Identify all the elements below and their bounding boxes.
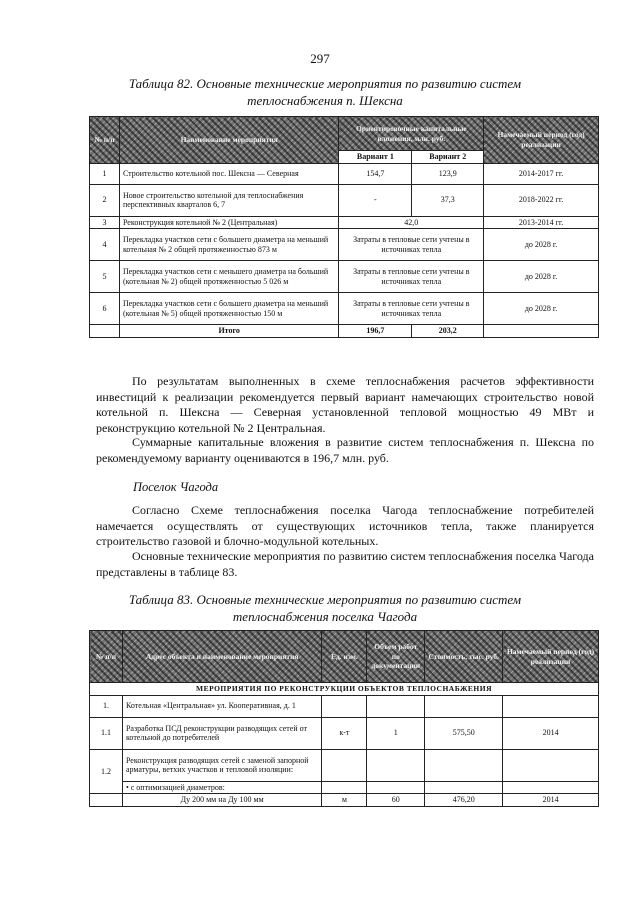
- row-period: до 2028 г.: [484, 261, 599, 293]
- header-num: № п/п: [90, 631, 123, 683]
- row-unit: к-т: [322, 717, 367, 749]
- row-period: [503, 749, 599, 781]
- total-period: [484, 325, 599, 338]
- row-num: 6: [90, 293, 120, 325]
- table-row: [90, 293, 599, 325]
- table-row: [90, 261, 599, 293]
- row-name: Перекладка участков сети с меньшего диаметра на больший (котельная № 2) общей протяженностью 5 026 м: [119, 261, 338, 293]
- row-num: 1.2: [90, 749, 123, 794]
- header-unit: Ед. изм.: [322, 631, 367, 683]
- row-unit: м: [322, 794, 367, 807]
- row-volume: [367, 781, 425, 794]
- table-row: [90, 229, 599, 261]
- header-name: Наименование мероприятия: [119, 117, 338, 164]
- paragraph-investment: Суммарные капитальные вложения в развитие систем теплоснабжения п. Шексна по рекомендуемому варианту оцениваются в 196,7 млн. руб.: [96, 435, 594, 465]
- table-82-caption-line1: Таблица 82. Основные технические мероприятия по развитию систем: [128, 76, 522, 91]
- row-period: до 2028 г.: [484, 229, 599, 261]
- row-v2: 123,9: [412, 163, 484, 184]
- header-name: Адрес объекта и наименование мероприятия: [122, 631, 321, 683]
- total-row: [90, 325, 599, 338]
- row-period: 2014-2017 гг.: [484, 163, 599, 184]
- table-83-caption-line2: теплоснабжения поселка Чагода: [232, 609, 418, 624]
- paragraph-chagoda-table: Основные технические мероприятия по развитию систем теплоснабжения поселка Чагода представлены в таблице 83.: [96, 549, 594, 579]
- table-row: [90, 216, 599, 229]
- row-num: 5: [90, 261, 120, 293]
- row-num: 1.1: [90, 717, 123, 749]
- row-cost: [425, 781, 503, 794]
- row-period: 2014: [503, 794, 599, 807]
- row-period: 2018-2022 гг.: [484, 184, 599, 216]
- row-period: 2014: [503, 717, 599, 749]
- row-v2: 37,3: [412, 184, 484, 216]
- row-name: Перекладка участков сети с большего диаметра на меньший котельная № 2 общей протяженностью 873 м: [119, 229, 338, 261]
- table-82: [89, 116, 599, 338]
- row-v1: 154,7: [339, 163, 412, 184]
- header-variant-1: Вариант 1: [339, 151, 412, 164]
- row-unit: [322, 695, 367, 717]
- table-row: [90, 184, 599, 216]
- table-row: [90, 781, 599, 794]
- total-label: Итого: [119, 325, 338, 338]
- row-merged-cost: Затраты в тепловые сети учтены в источниках тепла: [339, 229, 484, 261]
- table-row: [90, 695, 599, 717]
- row-name: Ду 200 мм на Ду 100 мм: [122, 794, 321, 807]
- row-volume: 60: [367, 794, 425, 807]
- row-num: 1.: [90, 695, 123, 717]
- header-variant-2: Вариант 2: [412, 151, 484, 164]
- row-num: 2: [90, 184, 120, 216]
- table-82-caption-line2: теплоснабжения п. Шексна: [247, 93, 403, 108]
- table-83-caption: [90, 591, 560, 625]
- row-period: до 2028 г.: [484, 293, 599, 325]
- row-name: Реконструкция разводящих сетей с заменой запорной арматуры, ветхих участков и тепловой изоляции:: [122, 749, 321, 781]
- header-num: № п/п: [90, 117, 120, 164]
- row-unit: [322, 781, 367, 794]
- page-number: 297: [310, 51, 330, 66]
- table-row: [90, 163, 599, 184]
- row-name: Реконструкция котельной № 2 (Центральная): [119, 216, 338, 229]
- row-period: [503, 695, 599, 717]
- row-num: 3: [90, 216, 120, 229]
- row-merged-cost: Затраты в тепловые сети учтены в источниках тепла: [339, 293, 484, 325]
- row-num: [90, 794, 123, 807]
- row-cost: 575,50: [425, 717, 503, 749]
- header-period: Намечаемый период (год) реализации: [484, 117, 599, 164]
- table-83: [89, 630, 599, 807]
- table-82-caption: [90, 75, 560, 109]
- paragraph-efficiency: По результатам выполненных в схеме теплоснабжения расчетов эффективности инвестиций к реализации рекомендуется первый вариант намечающих строительство новой котельной п. Шексна — Северная установленной тепловой мощностью 49 МВт и реконструкцию котельной № 2 Центральная.: [96, 374, 594, 435]
- header-period: Намечаемый период (год) реализации: [503, 631, 599, 683]
- header-cost: Ориентировочные капитальные вложения, млн. руб.: [339, 117, 484, 151]
- table-row: [90, 749, 599, 781]
- row-name: Строительство котельной пос. Шексна — Северная: [119, 163, 338, 184]
- row-merged-cost: Затраты в тепловые сети учтены в источниках тепла: [339, 261, 484, 293]
- row-volume: [367, 749, 425, 781]
- paragraph-chagoda-scheme: Согласно Схеме теплоснабжения поселка Чагода теплоснабжение потребителей намечается осуществлять от существующих источников тепла, также планируется строительство газовой и блочно-модульной котельных.: [96, 503, 594, 548]
- table-83-caption-line1: Таблица 83. Основные технические мероприятия по развитию систем: [128, 592, 522, 607]
- row-name: Перекладка участков сети с большего диаметра на меньший (котельная № 5) общей протяженностью 150 м: [119, 293, 338, 325]
- row-unit: [322, 749, 367, 781]
- table-row: [90, 794, 599, 807]
- section-heading: Поселок Чагода: [133, 480, 219, 494]
- row-name: Котельная «Центральная» ул. Кооперативная, д. 1: [122, 695, 321, 717]
- total-v1: 196,7: [339, 325, 412, 338]
- section-title: МЕРОПРИЯТИЯ ПО РЕКОНСТРУКЦИИ ОБЪЕКТОВ ТЕПЛОСНАБЖЕНИЯ: [90, 683, 599, 696]
- row-num: 1: [90, 163, 120, 184]
- row-period: 2013-2014 гг.: [484, 216, 599, 229]
- header-volume: Объем работ по документации: [367, 631, 425, 683]
- row-merged-cost: 42,0: [339, 216, 484, 229]
- row-period: [503, 781, 599, 794]
- total-v2: 203,2: [412, 325, 484, 338]
- row-volume: [367, 695, 425, 717]
- row-v1: -: [339, 184, 412, 216]
- row-cost: [425, 749, 503, 781]
- row-name: Новое строительство котельной для теплоснабжения перспективных кварталов 6, 7: [119, 184, 338, 216]
- row-cost: [425, 695, 503, 717]
- row-cost: 476,20: [425, 794, 503, 807]
- header-cost: Стоимость, тыс. руб.: [425, 631, 503, 683]
- row-name: Разработка ПСД реконструкции разводящих сетей от котельной до потребителей: [122, 717, 321, 749]
- row-num: 4: [90, 229, 120, 261]
- table-row: [90, 717, 599, 749]
- row-name: • с оптимизацией диаметров:: [122, 781, 321, 794]
- row-volume: 1: [367, 717, 425, 749]
